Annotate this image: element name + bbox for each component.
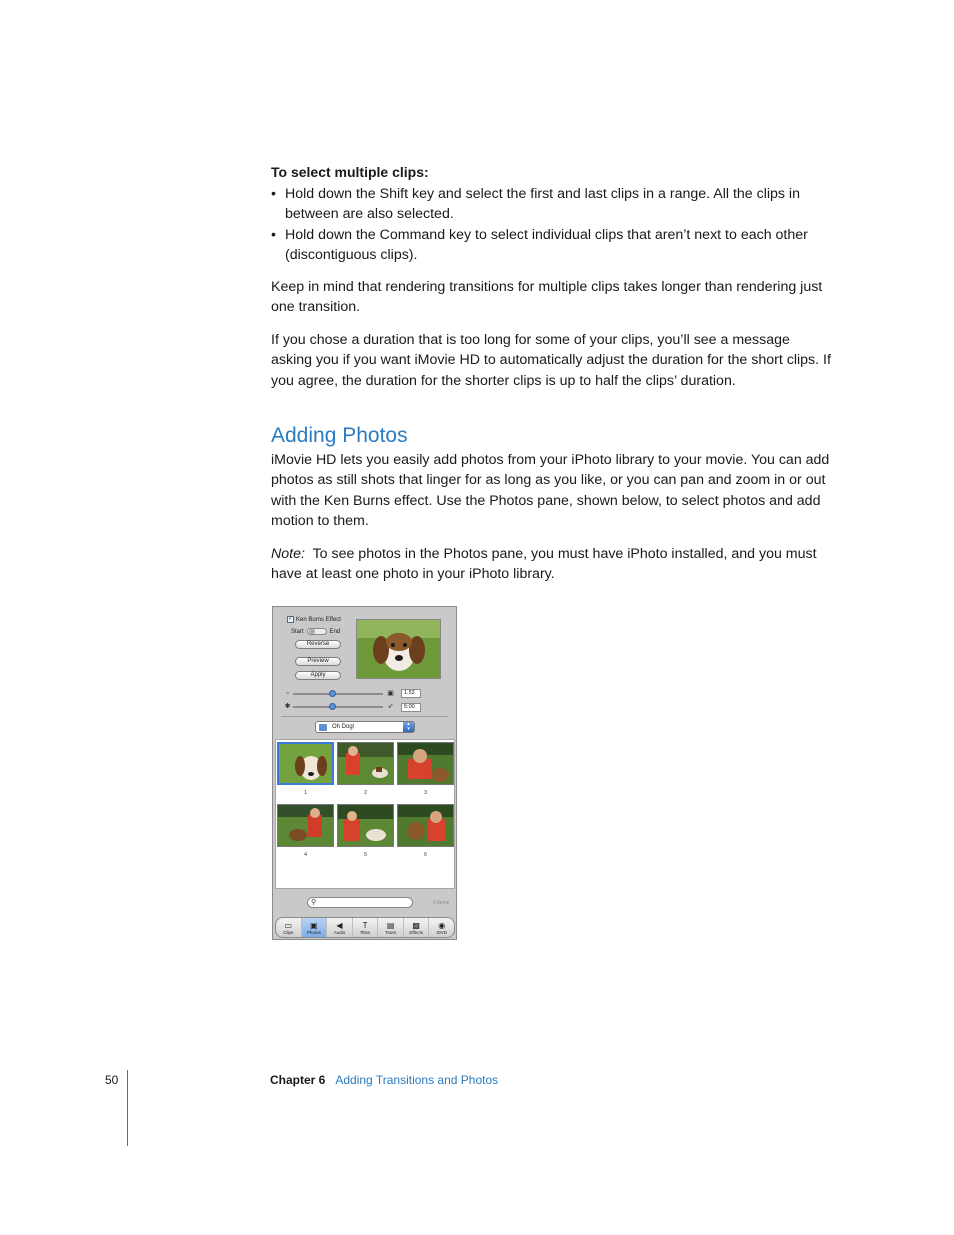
ken-burns-label: Ken Burns Effect: [296, 616, 341, 623]
tab-label: Audio: [333, 929, 346, 935]
chapter-footer: [270, 1073, 498, 1087]
tab-label: Effects: [409, 929, 424, 935]
album-popup[interactable]: [315, 721, 415, 733]
note-paragraph: [271, 544, 831, 585]
toggle-knob: [309, 629, 315, 634]
tab-idvd[interactable]: [429, 918, 454, 937]
speaker-icon: ◀: [336, 920, 343, 930]
apply-button[interactable]: Apply: [295, 671, 341, 680]
page-number: 50: [105, 1073, 119, 1087]
pane-toolbar: [275, 917, 455, 938]
thumb-number: 4: [303, 852, 308, 858]
duration-slider-thumb[interactable]: [329, 703, 336, 710]
duration-value-field[interactable]: 5:00: [401, 703, 421, 712]
start-end-row: [291, 628, 340, 635]
tab-label: Titles: [359, 929, 371, 935]
tortoise-icon: ✱: [284, 703, 291, 710]
bullet-list: [271, 184, 831, 265]
tab-label: iDVD: [436, 929, 448, 935]
ken-burns-row: [287, 616, 341, 623]
photos-icon: ▣: [310, 920, 318, 930]
titles-icon: T: [362, 920, 368, 930]
bullet-text: Hold down the Shift key and select the first and last clips in a range. All the clips in between are also selected.: [285, 186, 800, 223]
photo-thumbnail[interactable]: [397, 742, 454, 785]
hare-icon: ➶: [387, 703, 394, 710]
zoom-small-icon: ▫: [286, 690, 289, 697]
thumb-number: 2: [363, 790, 368, 796]
start-end-toggle[interactable]: [307, 628, 327, 635]
paragraph-rendering-time: Keep in mind that rendering transitions for multiple clips takes longer than rendering just one transition.: [271, 279, 823, 316]
tab-clips[interactable]: [276, 918, 302, 937]
note-label: Note:: [271, 546, 305, 562]
tab-trans[interactable]: [378, 918, 404, 937]
reverse-button[interactable]: Reverse: [295, 640, 341, 649]
popup-arrows-icon: ▴ ▾: [403, 722, 414, 732]
zoom-slider-track[interactable]: [293, 693, 383, 695]
chapter-label: Chapter 6: [270, 1073, 326, 1087]
transitions-icon: ▤: [386, 920, 395, 930]
photo-thumbnail[interactable]: [397, 804, 454, 847]
tab-label: Photos: [306, 929, 321, 935]
chapter-title: Adding Transitions and Photos: [335, 1073, 499, 1087]
thumb-number: 5: [363, 852, 368, 858]
photo-thumbnail[interactable]: [337, 804, 394, 847]
bullet-glyph: •: [271, 226, 276, 243]
list-item: [271, 225, 831, 266]
zoom-value-field[interactable]: 1.53: [401, 689, 421, 698]
start-label: Start: [291, 628, 304, 635]
search-icon: ⚲: [311, 899, 317, 906]
bullet-glyph: •: [271, 186, 276, 202]
paragraph-duration-message: If you chose a duration that is too long for some of your clips, you’ll see a message asking you if you want iMovie HD to automatically adjust the duration for the short clips. If you agree, the duration for the shorter clips is up to half the clips’ duration.: [271, 332, 831, 389]
tab-effects[interactable]: [404, 918, 430, 937]
section-title: Adding Photos: [271, 424, 408, 447]
photo-thumbnail[interactable]: [277, 742, 334, 785]
thumb-number: 3: [423, 790, 428, 796]
photo-thumbnail[interactable]: [277, 804, 334, 847]
tab-titles[interactable]: [353, 918, 379, 937]
photo-search-field[interactable]: [307, 897, 413, 908]
album-name: Oh Dog!: [332, 724, 355, 730]
thumb-number: 1: [303, 790, 308, 796]
item-count: 6 items: [433, 900, 450, 906]
list-item: [271, 184, 831, 225]
tab-label: Trans: [384, 929, 397, 935]
tab-photos[interactable]: [302, 918, 328, 937]
photo-thumbnail[interactable]: [337, 742, 394, 785]
clips-icon: ▭: [284, 920, 293, 930]
preview-button[interactable]: Preview: [295, 657, 341, 666]
divider: [281, 716, 448, 717]
effects-icon: ▩: [412, 920, 420, 930]
dvd-icon: ◉: [438, 920, 446, 930]
zoom-slider-thumb[interactable]: [329, 690, 336, 697]
photos-pane-screenshot: [272, 606, 457, 940]
ken-burns-checkbox[interactable]: ✓: [288, 616, 294, 622]
procedure-subheading: To select multiple clips:: [271, 164, 429, 180]
thumb-number: 6: [423, 852, 428, 858]
bullet-text: Hold down the Command key to select individual clips that aren’t next to each other (discontiguous clips).: [285, 226, 808, 263]
note-text: To see photos in the Photos pane, you must have iPhoto installed, and you must have at least one photo in your iPhoto library.: [271, 546, 817, 583]
paragraph-adding-photos: iMovie HD lets you easily add photos from your iPhoto library to your movie. You can add photos as still shots that linger for as long as you like, or you can pan and zoom in or out with the Ken Burns effect. Use the Photos pane, shown below, to select photos and add motion to them.: [271, 452, 830, 529]
footer-rule: [127, 1070, 128, 1146]
tab-label: Clips: [283, 929, 294, 935]
end-label: End: [329, 628, 341, 635]
photo-grid: [275, 739, 455, 889]
zoom-large-icon: ▣: [387, 690, 394, 697]
preview-image: [356, 619, 441, 679]
tab-audio[interactable]: [327, 918, 353, 937]
duration-slider-track[interactable]: [293, 706, 383, 708]
album-icon: [319, 724, 327, 731]
